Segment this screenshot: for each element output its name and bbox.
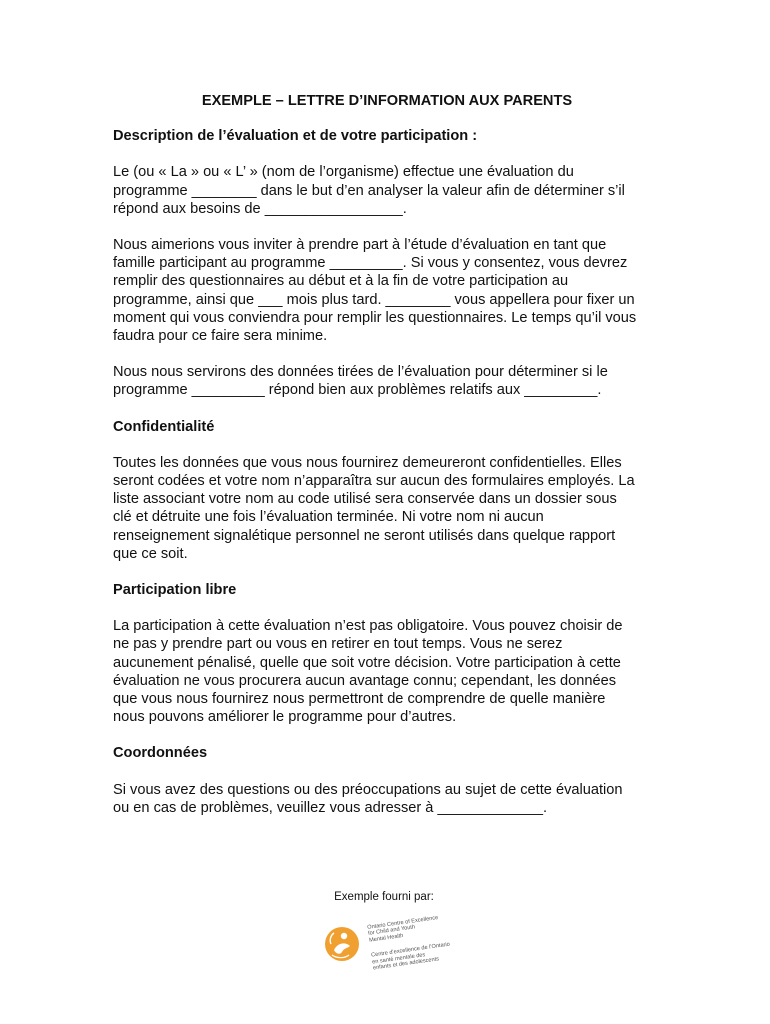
paragraph-voluntary: La participation à cette évaluation n’est pas obligatoire. Vous pouvez choisir de ne pas y prendre part ou vous en retirer en tout temps. Vous ne serez aucunement pénalisé, quelle que soit votre décision. Votre participation à cette évaluation ne vous procurera aucun avantage connu; cependant, les données que vous nous fournirez nous permettront de comprendre de quelle manière nous pouvons améliorer le programme pour d’autres. [113,618,623,726]
paragraph-description-1: Le (ou « La » ou « L’ » (nom de l’organisme) effectue une évaluation du programme ________ dans le but d’en analyser la valeur afin de déterminer s’il répond aux besoins de _________________. [113,164,625,217]
letter-body [113,92,661,835]
paragraph-contact: Si vous avez des questions ou des préoccupations au sujet de cette évaluation ou en cas de problèmes, veuillez vous adresser à _____________. [113,781,623,816]
document-title: EXEMPLE – LETTRE D’INFORMATION AUX PARENTS [201,93,573,109]
section-heading-confidentiality: Confidentialité [113,418,215,435]
ontario-centre-logo-icon [322,924,362,964]
section-heading-description: Description de l’évaluation et de votre participation : [113,128,478,145]
section-heading-voluntary: Participation libre [113,582,237,599]
paragraph-confidentiality: Toutes les données que vous nous fournirez demeureront confidentielles. Elles seront codées et votre nom n’apparaîtra sur aucun des formulaires employés. La liste associant votre nom au code utilisé sera conservée dans un dossier sous clé et détruite une fois l’évaluation terminée. Ni votre nom ni aucun renseignement signalétique personnel ne seront utilisés dans quelque rapport que ce soit. [113,454,635,562]
footer [0,890,770,904]
paragraph-description-3: Nous nous servirons des données tirées de l’évaluation pour déterminer si le programme _________ répond bien aux problèmes relatifs aux _________. [113,364,608,399]
organization-logo [318,914,458,974]
paragraph-description-2: Nous aimerions vous inviter à prendre part à l’étude d’évaluation en tant que famille participant au programme _________. Si vous y consentez, vous devrez remplir des questionnaires au début et à la fin de votre participation au programme, ainsi que ___ mois plus tard. ________ vous appellera pour fixer un moment qui vous conviendra pour remplir les questionnaires. Le temps qu’il vous faudra pour ce faire sera minime. [113,237,637,345]
section-heading-contact: Coordonnées [113,745,208,762]
footer-label: Exemple fourni par: [334,891,434,903]
logo-text-english: Ontario Centre of Excellence for Child and Youth Mental Health [366,914,439,944]
logo-text-french: Centre d’excellence de l’Ontario en santé mentale des enfants et des adolescents [370,941,451,972]
logo-wordmark [366,905,466,981]
